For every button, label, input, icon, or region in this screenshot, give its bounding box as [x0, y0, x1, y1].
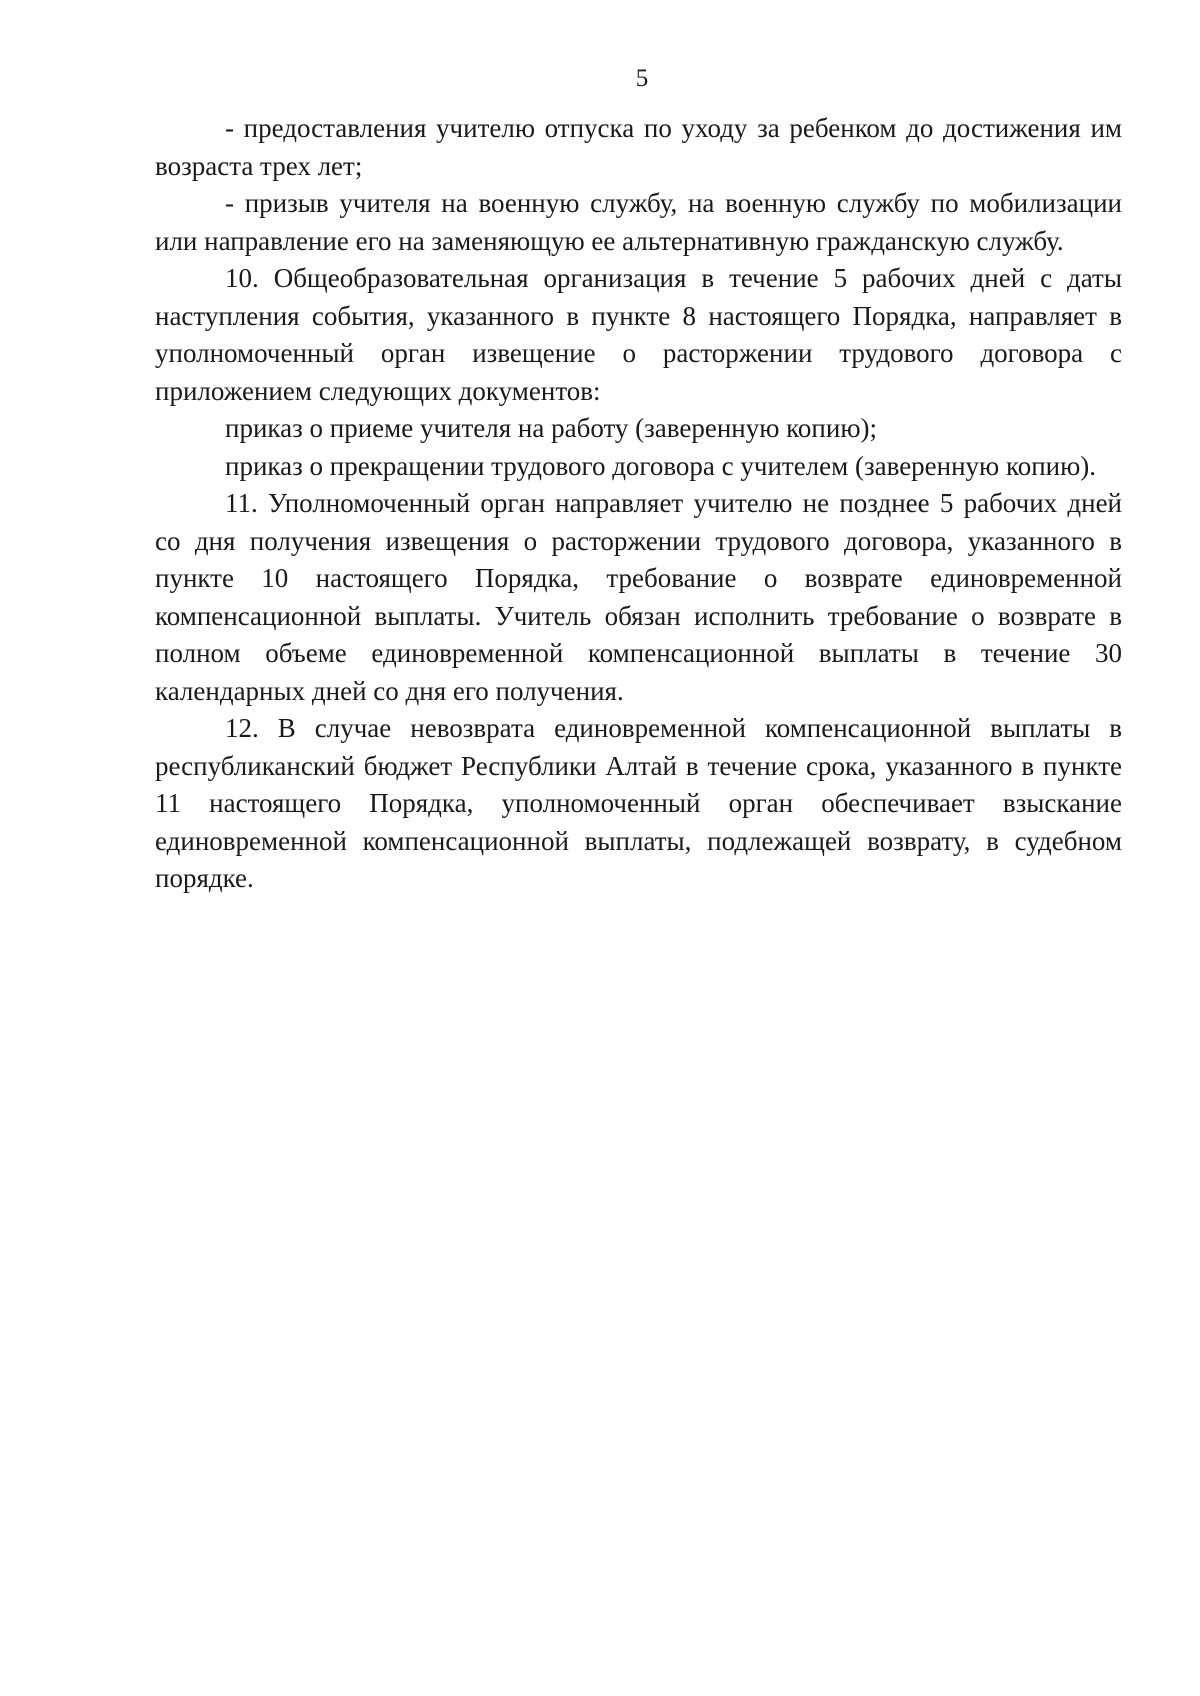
paragraph-10-notification: 10. Общеобразовательная организация в течение 5 рабочих дней с даты наступления события, указанного в пункте 8 настоящего Порядка, направляет в уполномоченный орган извещение о расторжении трудового договора с приложением следующих документов: [155, 263, 1122, 406]
paragraph-12-recovery: 12. В случае невозврата единовременной компенсационной выплаты в республиканский бюджет Республики Алтай в течение срока, указанного в пункте 11 настоящего Порядка, уполномоченный орган обеспечивает взыскание единовременной компенсационной выплаты, подлежащей возврату, в судебном порядке. [155, 713, 1122, 893]
paragraph-termination-order: приказ о прекращении трудового договора с учителем (заверенную копию). [225, 450, 1097, 481]
paragraph-hiring-order: приказ о приеме учителя на работу (заверенную копию); [225, 413, 877, 443]
paragraph-military-service: - призыв учителя на военную службу, на военную службу по мобилизации или направление его на заменяющую ее альтернативную гражданскую службу. [155, 188, 1122, 256]
paragraph-11-refund-demand: 11. Уполномоченный орган направляет учителю не позднее 5 рабочих дней со дня получения извещения о расторжении трудового договора, указанного в пункте 10 настоящего Порядка, требование о возврате единовременной компенсационной выплаты. Учитель обязан исполнить требование о возврате в полном объеме единовременной компенсационной выплаты в течение 30 календарных дней со дня его получения. [155, 488, 1122, 706]
paragraph-childcare-leave: - предоставления учителю отпуска по уходу за ребенком до достижения им возраста трех лет; [155, 113, 1122, 181]
document-body [155, 110, 1122, 898]
page-number: 5 [635, 65, 649, 92]
